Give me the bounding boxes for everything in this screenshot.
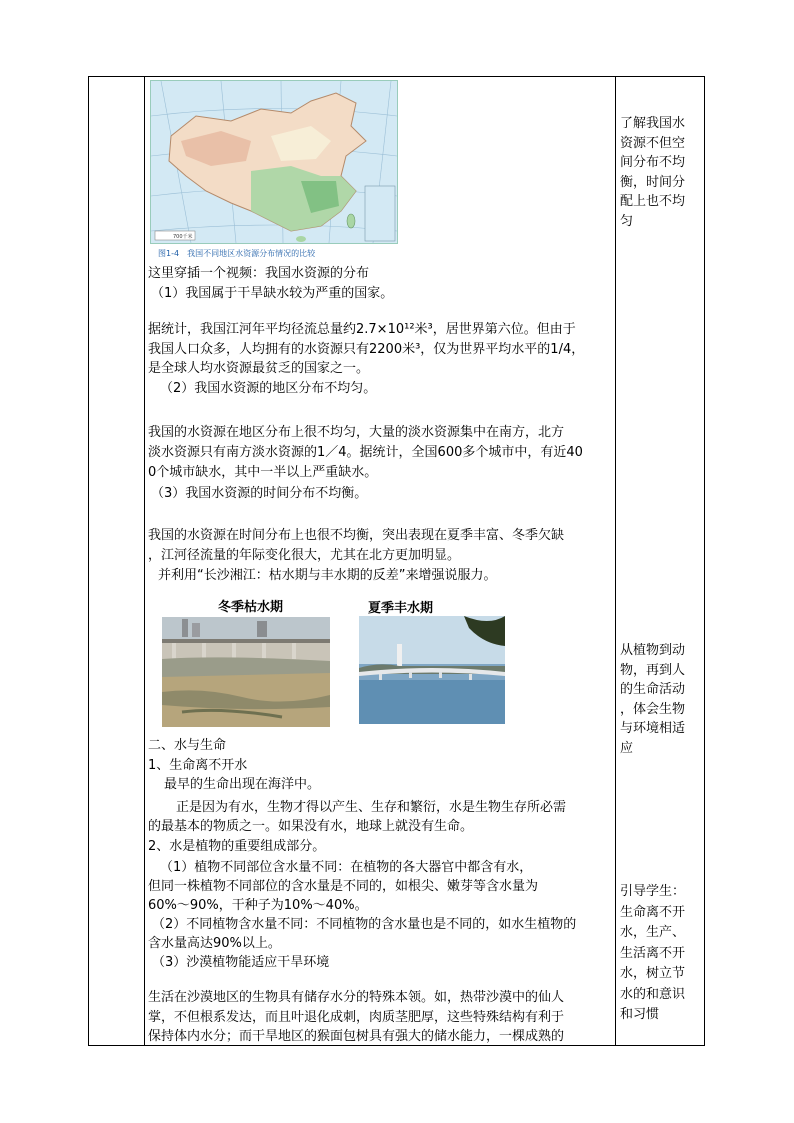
photo-left-title: 冬季枯水期 xyxy=(218,600,284,615)
video-note: 这里穿插一个视频：我国水资源的分布 xyxy=(148,266,370,281)
paragraph-line: 保持体内水分；而干旱地区的猴面包树具有强大的储水能力，一棵成熟的 xyxy=(148,1029,565,1044)
point-1-heading: （1）我国属于干旱缺水较为严重的国家。 xyxy=(151,286,394,301)
side-note-line: 的生命活动 xyxy=(620,682,686,697)
map-drawing xyxy=(151,81,397,243)
side-note-line: 了解我国水 xyxy=(620,116,686,131)
column-divider-left xyxy=(144,77,145,1045)
side-note-3 xyxy=(620,882,698,1026)
paragraph-line: 60%～90%，干种子为10%～40%。 xyxy=(148,898,368,913)
paragraph-line: 但同一株植物不同部位的含水量是不同的，如根尖、嫩芽等含水量为 xyxy=(148,879,539,894)
side-note-line: 应 xyxy=(620,740,634,756)
paragraph-line: 我国人口众多，人均拥有的水资源只有2200米³，仅为世界平均水平的1/4， xyxy=(148,342,585,357)
winter-dry-season-photo xyxy=(162,617,330,727)
column-divider-right xyxy=(615,77,616,1045)
section-heading: 二、水与生命 xyxy=(148,738,227,753)
paragraph-line: 据统计，我国江河年平均径流总量约2.7×10¹²米³，居世界第六位。但由于 xyxy=(148,322,576,337)
side-note-line: 引导学生： xyxy=(620,884,686,899)
photo-right-title: 夏季丰水期 xyxy=(368,601,434,616)
paragraph-line: 是全球人均水资源最贫乏的国家之一。 xyxy=(148,361,370,376)
side-note-line: 匀 xyxy=(620,213,634,229)
paragraph-line: （1）植物不同部位含水量不同：在植物的各大器官中都含有水， xyxy=(160,860,533,875)
paragraph-line: 最早的生命出现在海洋中。 xyxy=(164,777,321,792)
side-note-line: 生命离不开 xyxy=(620,904,686,920)
subsection-heading: 1、生命离不开水 xyxy=(148,758,248,773)
side-note-line: 物，再到人 xyxy=(620,662,686,678)
side-note-line: ，体会生物 xyxy=(620,701,686,717)
map-scale-label: 700千米 xyxy=(173,234,193,240)
summer-wet-season-photo xyxy=(359,616,505,724)
side-note-2 xyxy=(620,641,698,758)
paragraph-line: 的最基本的物质之一。如果没有水，地球上就没有生命。 xyxy=(148,819,474,834)
paragraph-line: 淡水资源只有南方淡水资源的1／4。据统计，全国600多个城市中，有近40 xyxy=(148,445,583,460)
side-note-line: 水的和意识 xyxy=(620,986,686,1002)
paragraph-line: ，江河径流量的年际变化很大，尤其在北方更加明显。 xyxy=(148,548,461,563)
side-note-line: 衡，时间分 xyxy=(620,174,686,190)
side-note-line: 从植物到动 xyxy=(620,643,686,658)
side-note-line: 资源不但空 xyxy=(620,135,686,151)
point-2-heading: （2）我国水资源的地区分布不均匀。 xyxy=(160,381,377,396)
paragraph-line: 我国的水资源在时间分布上也很不均衡，突出表现在夏季丰富、冬季欠缺 xyxy=(148,528,565,543)
side-note-line: 与环境相适 xyxy=(620,721,686,736)
paragraph-line: 0个城市缺水，其中一半以上严重缺水。 xyxy=(148,465,378,480)
paragraph-line: 并利用“长沙湘江：枯水期与丰水期的反差”来增强说服力。 xyxy=(158,568,497,583)
paragraph-line: 正是因为有水，生物才得以产生、生存和繁衍，水是生物生存所必需 xyxy=(176,800,567,815)
paragraph-line: （3）沙漠植物能适应干旱环境 xyxy=(152,955,330,970)
paragraph-line: 掌，不但根系发达，而且叶退化成刺，肉质茎肥厚，这些特殊结构有利于 xyxy=(148,1010,565,1025)
side-note-line: 水，生产、 xyxy=(620,925,686,940)
side-note-line: 间分布不均 xyxy=(620,155,686,170)
side-note-line: 生活离不开 xyxy=(620,945,686,961)
side-note-line: 水，树立节 xyxy=(620,966,686,981)
subsection-heading: 2、水是植物的重要组成部分。 xyxy=(148,839,326,854)
side-note-line: 配上也不均 xyxy=(620,194,686,209)
paragraph-line: 生活在沙漠地区的生物具有储存水分的特殊本领。如，热带沙漠中的仙人 xyxy=(148,990,565,1005)
point-3-heading: （3）我国水资源的时间分布不均衡。 xyxy=(151,486,368,501)
side-note-1 xyxy=(620,114,698,231)
paragraph-line: （2）不同植物含水量不同：不同植物的含水量也是不同的，如水生植物的 xyxy=(152,917,577,932)
china-water-resources-map xyxy=(150,80,398,244)
paragraph-line: 我国的水资源在地区分布上很不均匀，大量的淡水资源集中在南方，北方 xyxy=(148,425,565,440)
paragraph-line: 含水量高达90%以上。 xyxy=(148,936,281,951)
map-caption: 图1-4 我国不同地区水资源分布情况的比较 xyxy=(158,249,316,258)
side-note-line: 和习惯 xyxy=(620,1007,660,1022)
